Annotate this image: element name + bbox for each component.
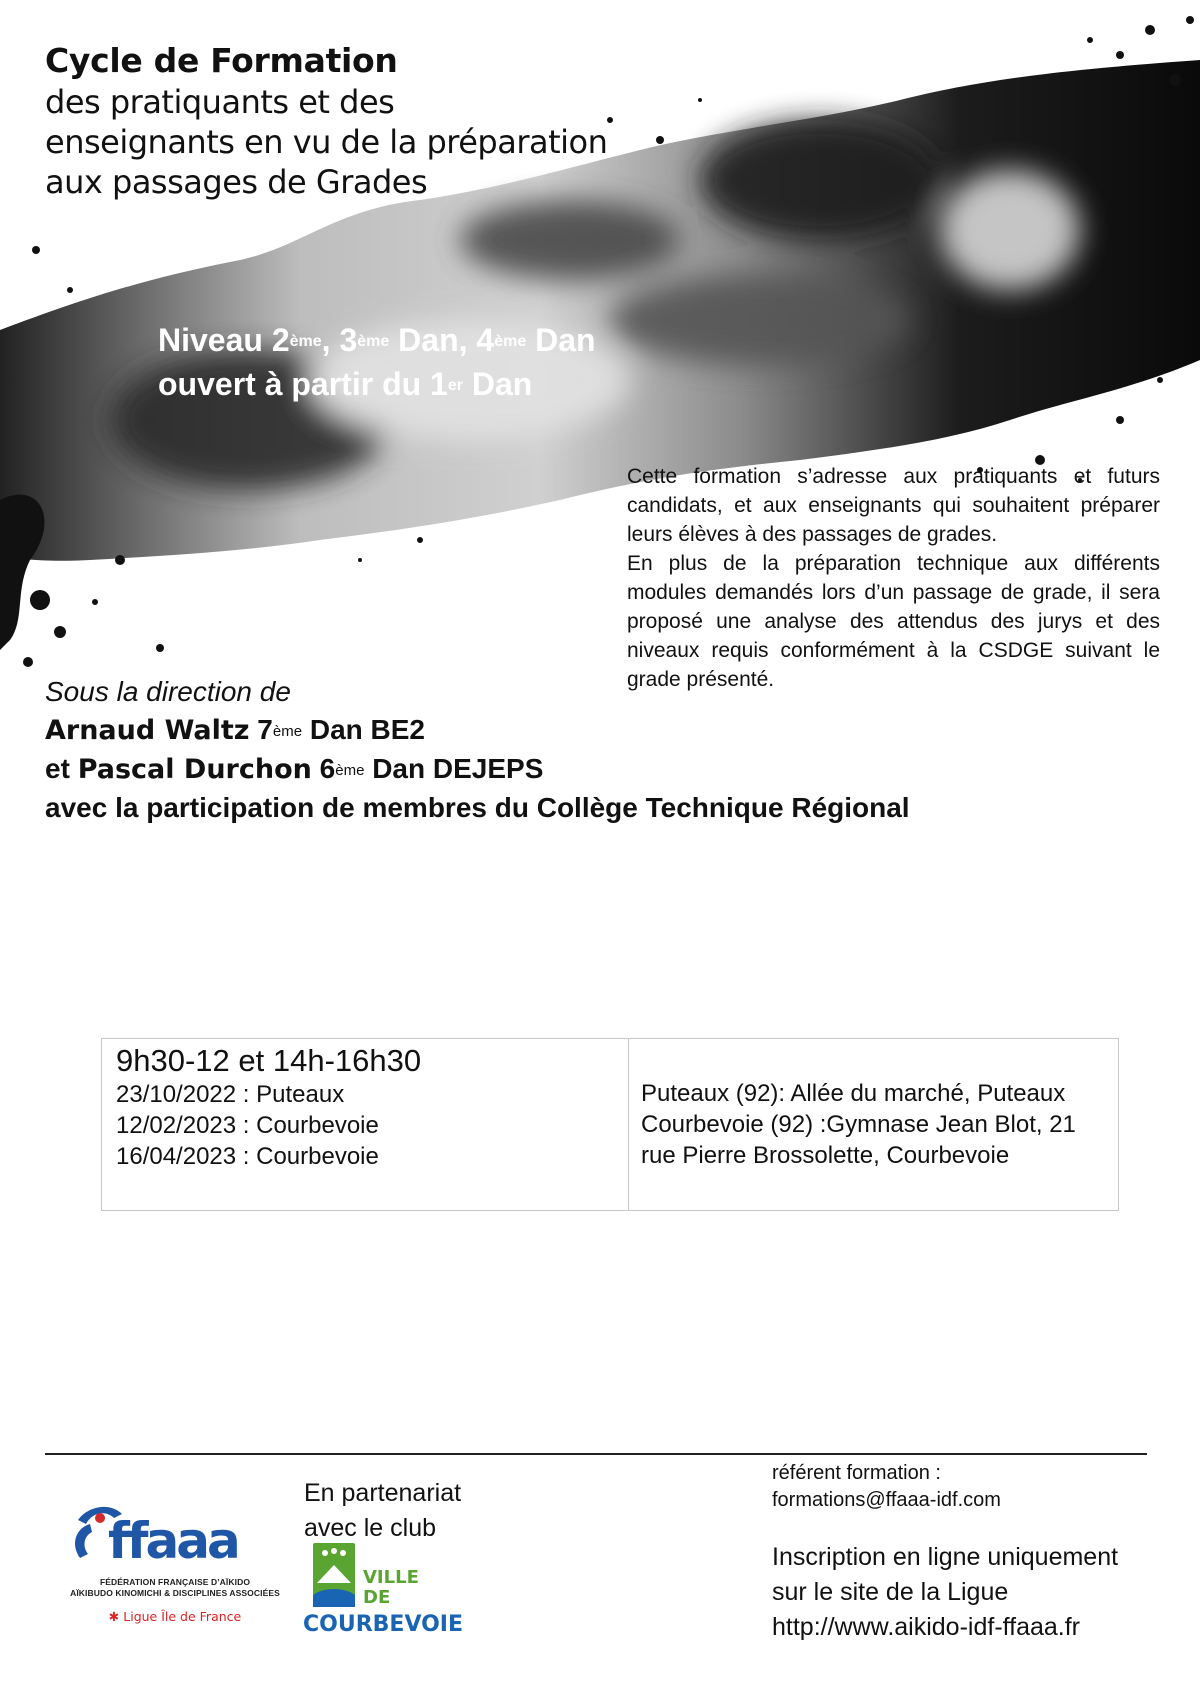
person-grade: Dan DEJEPS (364, 753, 544, 784)
schedule-date: 12/02/2023 : Courbevoie (116, 1112, 379, 1139)
level-line-2 (158, 362, 596, 406)
partner-line: En partenariat (304, 1479, 462, 1507)
direction-participation: avec la participation de membres du Collège Technique Régional (45, 792, 910, 823)
schedule-locations-cell (629, 1039, 1119, 1211)
ffaaa-name-line: AÏKIBUDO KINOMICHI & DISCIPLINES ASSOCIÉES (70, 1588, 280, 1598)
ffaaa-logo (70, 1500, 280, 1624)
courbevoie-word: COURBEVOIE (303, 1612, 463, 1637)
schedule-date: 16/04/2023 : Courbevoie (116, 1143, 379, 1170)
ligue-text: Ligue Île de France (123, 1609, 242, 1624)
direction-person-1 (45, 711, 910, 750)
inscription-url[interactable]: http://www.aikido-idf-ffaaa.fr (772, 1613, 1081, 1641)
ffaaa-wordmark: ffaaa (108, 1512, 238, 1570)
footer-divider (45, 1453, 1147, 1455)
courbevoie-logo (303, 1543, 463, 1640)
person-grade: 6 (311, 753, 336, 784)
intro-paragraph: En plus de la préparation technique aux différents modules demandés lors d’un passage de grade, il sera proposé une analyse des attendus des jurys et des niveaux requis conformément à la CSDGE suivant le grade présenté. (627, 552, 1160, 691)
level-sup: ème (289, 333, 322, 350)
intro-paragraph: Cette formation s’adresse aux pratiquants et futurs candidats, et aux enseignants qui souhaitent préparer leurs élèves à des passages de grades. (627, 465, 1160, 546)
schedule-date: 23/10/2022 : Puteaux (116, 1081, 345, 1108)
level-text: Dan, 4 (389, 322, 495, 358)
schedule-location: Courbevoie (92) :Gymnase Jean Blot, 21 (641, 1111, 1076, 1138)
level-text: Dan (462, 366, 533, 402)
schedule-hours: 9h30-12 et 14h-16h30 (116, 1043, 422, 1078)
person-name: Pascal Durchon (77, 754, 312, 785)
person-grade: Dan BE2 (302, 714, 426, 745)
asterisk-icon: ✱ (108, 1609, 120, 1624)
direction-intro: Sous la direction de (45, 676, 291, 707)
ffaaa-full-name (70, 1577, 280, 1599)
page-title (45, 40, 607, 202)
person-name: Arnaud Waltz (45, 715, 250, 746)
person-prefix: et (45, 753, 78, 784)
partner-text (304, 1476, 461, 1546)
courbevoie-word: VILLE (363, 1567, 419, 1588)
direction-block (45, 673, 910, 827)
level-text: Dan (526, 322, 596, 358)
title-line: des pratiquants et des (45, 83, 395, 121)
level-text: , 3 (321, 322, 358, 358)
referent-email[interactable]: formations@ffaaa-idf.com (772, 1489, 1001, 1511)
title-bold: Cycle de Formation (45, 41, 398, 80)
intro-text (627, 462, 1160, 694)
inscription-line: Inscription en ligne uniquement (772, 1543, 1119, 1571)
referent-label: référent formation : (772, 1462, 941, 1484)
level-text: Niveau 2 (158, 322, 290, 358)
partner-line: avec le club (304, 1514, 437, 1542)
inscription-line: sur le site de la Ligue (772, 1578, 1009, 1606)
level-sup: ème (494, 333, 527, 350)
schedule-dates-cell (102, 1039, 629, 1211)
schedule-location: rue Pierre Brossolette, Courbevoie (641, 1142, 1010, 1169)
direction-person-2 (45, 750, 910, 789)
inscription-info (772, 1540, 1118, 1645)
level-text: ouvert à partir du 1 (158, 366, 448, 402)
person-grade: 7 (249, 714, 273, 745)
level-info (158, 318, 596, 406)
schedule-table (101, 1038, 1119, 1211)
person-grade-sup: ème (335, 762, 365, 779)
level-sup: ème (357, 333, 390, 350)
title-line: enseignants en vu de la préparation (45, 123, 608, 161)
ffaaa-name-line: FÉDÉRATION FRANÇAISE D’AÏKIDO (99, 1577, 251, 1587)
ligue-label (70, 1609, 280, 1624)
level-sup: er (447, 377, 463, 394)
level-line-1 (158, 318, 596, 362)
referent-info (772, 1460, 1001, 1514)
ffaaa-emblem-icon (70, 1500, 280, 1572)
person-grade-sup: ème (272, 723, 303, 740)
courbevoie-word: DE (363, 1587, 391, 1608)
table-row (102, 1039, 1119, 1211)
schedule-location: Puteaux (92): Allée du marché, Puteaux (641, 1080, 1066, 1107)
title-line: aux passages de Grades (45, 163, 428, 201)
